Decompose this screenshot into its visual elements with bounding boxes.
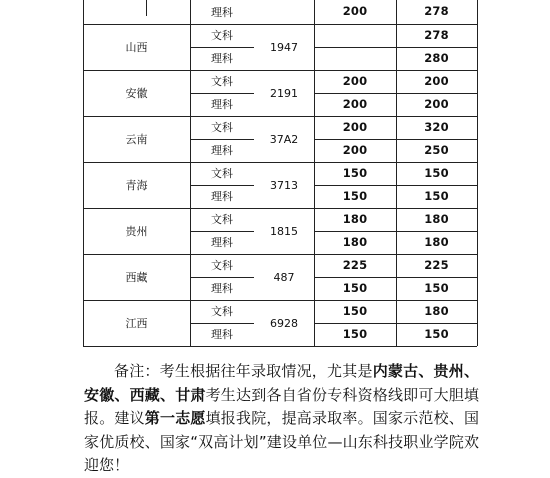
score-cell-2: 278 [424, 27, 449, 42]
track-cell: 文科 [211, 75, 233, 88]
score-cell-1 [314, 24, 396, 47]
score-cell-2: 225 [424, 257, 449, 272]
score-cell-2: 180 [424, 303, 449, 318]
province-cell: 青海 [125, 178, 148, 192]
top-edge-mark [146, 0, 147, 16]
score-cell-2: 200 [424, 96, 449, 111]
track-cell: 理科 [211, 144, 233, 157]
grid-hline [83, 346, 477, 347]
quota-cell: 37A2 [269, 132, 299, 146]
province-cell: 西藏 [125, 270, 148, 284]
score-cell-1: 200 [342, 119, 368, 134]
score-cell-1: 180 [342, 234, 368, 249]
province-cell: 江西 [125, 316, 148, 330]
quota-cell: 3713 [270, 178, 298, 192]
score-cell-2: 320 [424, 119, 449, 134]
quota-cell: 1815 [270, 224, 298, 238]
remark-text: 填报我院，提高录取率。国家示范校、国家优质校、国家“双高计划”建设单位—山东科技职业学院欢迎您！ [84, 409, 479, 474]
track-cell: 文科 [211, 121, 233, 134]
score-cell-1: 150 [342, 165, 368, 180]
track-cell: 文科 [211, 29, 233, 42]
score-cell-1: 200 [342, 142, 368, 157]
quota-cell: 6928 [270, 316, 298, 330]
score-cell-1: 200 [342, 96, 368, 111]
track-cell: 理科 [211, 236, 233, 249]
track-cell: 理科 [211, 328, 233, 341]
score-cell-2: 278 [424, 4, 449, 19]
score-cell-2: 180 [424, 234, 449, 249]
remark-text: 考生达到各自省份专科资格线即可大胆填报。建议 [84, 385, 479, 427]
track-cell: 理科 [211, 5, 233, 19]
score-cell-2: 250 [424, 142, 449, 157]
grid-vline [477, 0, 478, 346]
score-cell-2: 150 [424, 280, 449, 295]
score-cell-2: 280 [424, 50, 449, 65]
quota-cell: 487 [273, 270, 295, 284]
province-cell: 山西 [125, 40, 148, 54]
track-cell: 文科 [211, 259, 233, 272]
remark-paragraph [84, 360, 479, 478]
track-cell: 理科 [211, 282, 233, 295]
score-cell-1: 225 [342, 257, 368, 272]
track-cell: 文科 [211, 305, 233, 318]
track-cell: 理科 [211, 52, 233, 65]
score-cell-1: 150 [342, 326, 368, 341]
score-cell-2: 150 [424, 326, 449, 341]
province-cell: 贵州 [125, 224, 148, 238]
score-cell-2: 150 [424, 188, 449, 203]
score-cell-1: 150 [342, 280, 368, 295]
score-cell-2: 180 [424, 211, 449, 226]
province-cell: 云南 [125, 132, 148, 146]
remark-emphasis: 第一志愿 [144, 409, 206, 427]
score-cell-1: 200 [342, 4, 368, 19]
track-cell: 理科 [211, 98, 233, 111]
score-cell-1: 150 [342, 188, 368, 203]
remark-text: 备注：考生根据往年录取情况，尤其是 [114, 362, 373, 380]
score-cell-2: 200 [424, 73, 449, 88]
track-cell: 理科 [211, 190, 233, 203]
score-cell-1: 200 [342, 73, 368, 88]
quota-cell: 1947 [270, 40, 298, 54]
quota-cell: 2191 [270, 86, 298, 100]
score-cell-1 [314, 47, 396, 70]
track-cell: 文科 [211, 167, 233, 180]
track-cell: 文科 [211, 213, 233, 226]
province-cell: 安徽 [125, 86, 148, 100]
score-cell-2: 150 [424, 165, 449, 180]
score-cell-1: 150 [342, 303, 368, 318]
score-cell-1: 180 [342, 211, 368, 226]
remark-emphasis: 内蒙古、贵州、安徽、西藏、甘肃 [84, 362, 479, 404]
